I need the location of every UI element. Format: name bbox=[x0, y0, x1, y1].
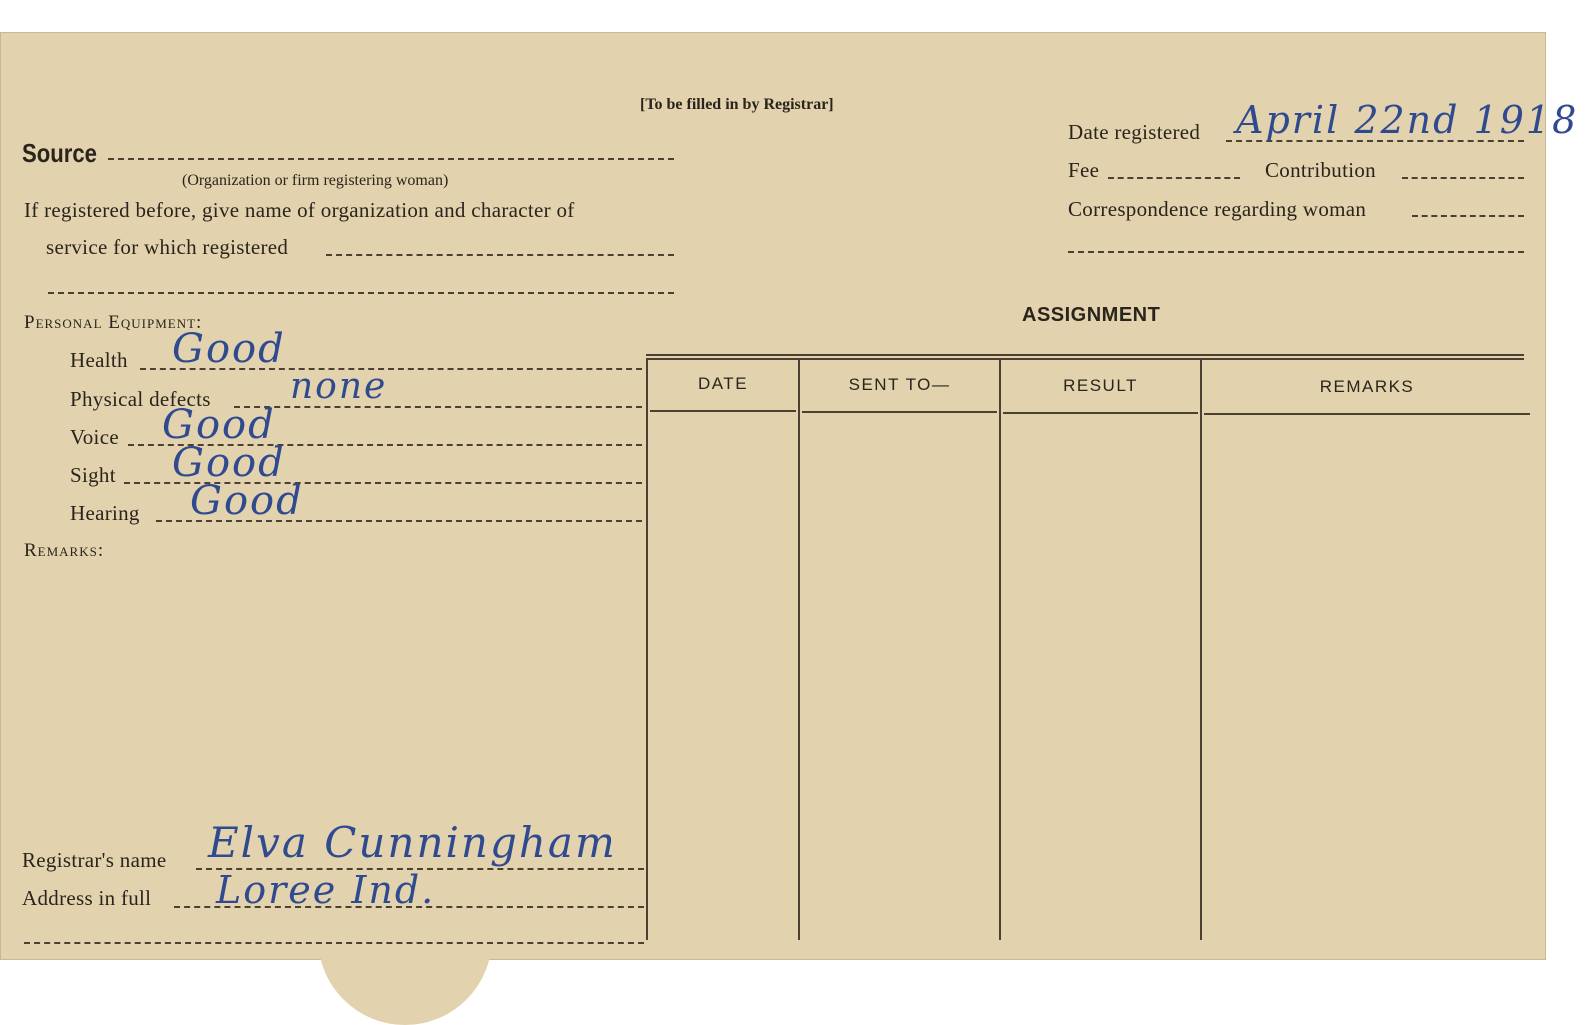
fee-line bbox=[1108, 177, 1240, 179]
source-line bbox=[108, 158, 674, 160]
sight-label: Sight bbox=[70, 463, 116, 487]
voice-label: Voice bbox=[70, 425, 119, 449]
prior-service-line bbox=[326, 254, 674, 256]
prior-service-label: service for which registered bbox=[46, 235, 289, 259]
sight-value: Good bbox=[172, 440, 286, 486]
address-label: Address in full bbox=[22, 886, 152, 910]
remarks-label: Remarks: bbox=[24, 540, 105, 561]
date-registered-label: Date registered bbox=[1068, 120, 1201, 144]
correspondence-line-2 bbox=[1068, 251, 1524, 253]
contribution-label: Contribution bbox=[1265, 158, 1376, 182]
health-value: Good bbox=[172, 326, 286, 372]
contribution-line bbox=[1402, 177, 1524, 179]
fee-label: Fee bbox=[1068, 158, 1100, 182]
hearing-label: Hearing bbox=[70, 501, 140, 525]
assignment-top-rule-2 bbox=[646, 358, 1524, 360]
health-label: Health bbox=[70, 348, 128, 372]
correspondence-line bbox=[1412, 215, 1524, 217]
remarks-header-rule bbox=[1204, 413, 1530, 415]
assignment-divider-3 bbox=[1200, 358, 1202, 940]
column-header-date: DATE bbox=[697, 374, 749, 393]
column-header-sent-to: SENT TO— bbox=[848, 375, 951, 394]
date-registered-value: April 22nd 1918 bbox=[1236, 98, 1579, 142]
physical-defects-label: Physical defects bbox=[70, 387, 211, 411]
sent-to-header-rule bbox=[802, 411, 997, 413]
registrar-name-label: Registrar's name bbox=[22, 848, 167, 872]
physical-defects-value: none bbox=[290, 366, 388, 407]
source-sub-label: (Organization or firm registering woman) bbox=[182, 172, 449, 189]
assignment-title: ASSIGNMENT bbox=[1022, 304, 1161, 326]
registrar-note: [To be filled in by Registrar] bbox=[640, 96, 834, 113]
correspondence-label: Correspondence regarding woman bbox=[1068, 197, 1367, 221]
registrar-name-value: Elva Cunningham bbox=[208, 818, 617, 867]
assignment-left-border bbox=[646, 358, 648, 940]
assignment-divider-2 bbox=[999, 358, 1001, 940]
date-header-rule bbox=[650, 410, 796, 412]
personal-equipment-heading: Personal Equipment: bbox=[24, 312, 203, 333]
column-header-remarks: REMARKS bbox=[1319, 377, 1415, 396]
voice-value: Good bbox=[162, 402, 276, 448]
assignment-top-rule bbox=[646, 354, 1524, 356]
card-tab bbox=[318, 936, 492, 1025]
source-label: Source bbox=[22, 138, 97, 168]
result-header-rule bbox=[1003, 412, 1198, 414]
column-header-result: RESULT bbox=[1063, 376, 1138, 395]
prior-service-line-2 bbox=[48, 292, 674, 294]
hearing-value: Good bbox=[190, 478, 304, 524]
address-line-2 bbox=[24, 942, 644, 944]
prior-registration-label: If registered before, give name of organization and character of bbox=[24, 198, 575, 222]
assignment-divider-1 bbox=[798, 358, 800, 940]
address-value: Loree Ind. bbox=[216, 868, 436, 912]
